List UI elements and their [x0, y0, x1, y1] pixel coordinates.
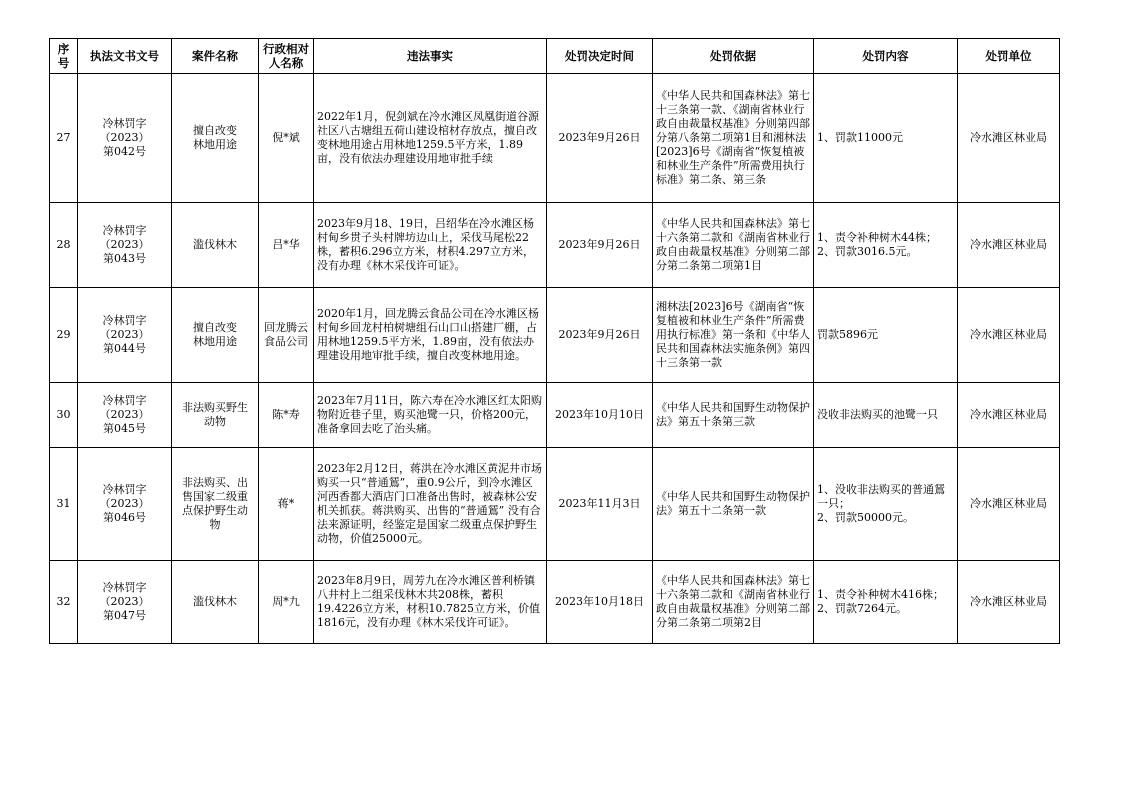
header-content: 处罚内容	[814, 39, 958, 74]
cell-doc-no: 冷林罚字 （2023） 第042号	[78, 74, 172, 203]
penalty-table	[49, 38, 1060, 644]
cell-facts: 2020年1月，回龙腾云食品公司在冷水滩区杨村甸乡回龙村柏树塘组石山口山搭建厂棚，占用林地1259.5平方米，1.89亩，没有依法办理建设用地审批手续，擅自改变林地用途。	[314, 288, 547, 383]
cell-unit: 冷水滩区林业局	[958, 448, 1060, 561]
table-row	[50, 203, 1060, 288]
table-row	[50, 383, 1060, 448]
cell-case: 滥伐林木	[172, 561, 259, 644]
cell-doc-no: 冷林罚字 （2023） 第045号	[78, 383, 172, 448]
cell-facts: 2022年1月，倪剑斌在冷水滩区凤凰街道谷源社区八古塘组五荷山建设棺材存放点，擅自改变林地用途占用林地1259.5平方米，1.89亩，没有依法办理建设用地审批手续	[314, 74, 547, 203]
header-no: 序号	[50, 39, 78, 74]
cell-case: 擅自改变 林地用途	[172, 74, 259, 203]
cell-no: 29	[50, 288, 78, 383]
cell-unit: 冷水滩区林业局	[958, 383, 1060, 448]
cell-content: 罚款5896元	[814, 288, 958, 383]
cell-basis: 《中华人民共和国森林法》第七十六条第二款和《湖南省林业行政自由裁量权基准》分则第二部分第二条第二项第2目	[653, 561, 814, 644]
cell-date: 2023年11月3日	[547, 448, 653, 561]
table-row	[50, 448, 1060, 561]
cell-party: 蒋*	[259, 448, 314, 561]
cell-doc-no: 冷林罚字 （2023） 第047号	[78, 561, 172, 644]
cell-unit: 冷水滩区林业局	[958, 288, 1060, 383]
cell-basis: 《中华人民共和国森林法》第七十三条第一款、《湖南省林业行政自由裁量权基准》分则第四部分第八条第二项第1目和湘林法[2023]6号《湖南省“恢复植被和林业生产条件”所需费用执行标准》第二条、第三条	[653, 74, 814, 203]
header-row	[50, 39, 1060, 74]
header-case: 案件名称	[172, 39, 259, 74]
table-row	[50, 288, 1060, 383]
cell-party: 倪*斌	[259, 74, 314, 203]
header-doc-no: 执法文书文号	[78, 39, 172, 74]
cell-content: 1、罚款11000元	[814, 74, 958, 203]
cell-content: 1、责令补种树木44株； 2、罚款3016.5元。	[814, 203, 958, 288]
cell-unit: 冷水滩区林业局	[958, 561, 1060, 644]
table-row	[50, 561, 1060, 644]
cell-doc-no: 冷林罚字 （2023） 第046号	[78, 448, 172, 561]
cell-content: 1、没收非法购买的普通鵟一只； 2、罚款50000元。	[814, 448, 958, 561]
cell-date: 2023年9月26日	[547, 74, 653, 203]
cell-party: 回龙腾云 食品公司	[259, 288, 314, 383]
header-basis: 处罚依据	[653, 39, 814, 74]
header-party: 行政相对人名称	[259, 39, 314, 74]
cell-facts: 2023年8月9日，周芳九在冷水滩区普利桥镇八井村上二组采伐林木共208株，蓄积19.4226立方米，材积10.7825立方米，价值1816元，没有办理《林木采伐许可证》。	[314, 561, 547, 644]
table-row	[50, 74, 1060, 203]
cell-doc-no: 冷林罚字 （2023） 第043号	[78, 203, 172, 288]
cell-no: 32	[50, 561, 78, 644]
cell-no: 31	[50, 448, 78, 561]
cell-basis: 《中华人民共和国野生动物保护法》第五十条第三款	[653, 383, 814, 448]
header-unit: 处罚单位	[958, 39, 1060, 74]
cell-date: 2023年9月26日	[547, 203, 653, 288]
cell-content: 1、责令补种树木416株； 2、罚款7264元。	[814, 561, 958, 644]
cell-case: 滥伐林木	[172, 203, 259, 288]
cell-case: 擅自改变 林地用途	[172, 288, 259, 383]
cell-party: 吕*华	[259, 203, 314, 288]
cell-party: 周*九	[259, 561, 314, 644]
cell-content: 没收非法购买的池鹭一只	[814, 383, 958, 448]
cell-unit: 冷水滩区林业局	[958, 203, 1060, 288]
cell-case: 非法购买野生 动物	[172, 383, 259, 448]
cell-facts: 2023年2月12日，蒋洪在冷水滩区黄泥井市场购买一只“普通鵟”，重0.9公斤，到冷水滩区河西香都大酒店门口准备出售时，被森林公安机关抓获。蒋洪购买、出售的“普通鵟” 没有合法来源证明，经鉴定是国家二级重点保护野生动物，价值25000元。	[314, 448, 547, 561]
cell-date: 2023年10月18日	[547, 561, 653, 644]
cell-date: 2023年9月26日	[547, 288, 653, 383]
cell-party: 陈*寿	[259, 383, 314, 448]
cell-basis: 《中华人民共和国森林法》第七十六条第二款和《湖南省林业行政自由裁量权基准》分则第二部分第二条第二项第1目	[653, 203, 814, 288]
cell-facts: 2023年7月11日，陈六寿在冷水滩区红太阳购物附近巷子里，购买池鹭一只，价格200元，准备拿回去吃了治头痛。	[314, 383, 547, 448]
header-date: 处罚决定时间	[547, 39, 653, 74]
cell-no: 27	[50, 74, 78, 203]
cell-basis: 湘林法[2023]6号《湖南省“恢复植被和林业生产条件”所需费用执行标准》第一条和《中华人民共和国森林法实施条例》第四十三条第一款	[653, 288, 814, 383]
cell-date: 2023年10月10日	[547, 383, 653, 448]
cell-no: 30	[50, 383, 78, 448]
cell-case: 非法购买、出 售国家二级重 点保护野生动 物	[172, 448, 259, 561]
header-facts: 违法事实	[314, 39, 547, 74]
cell-basis: 《中华人民共和国野生动物保护法》第五十二条第一款	[653, 448, 814, 561]
cell-facts: 2023年9月18、19日，吕绍华在冷水滩区杨村甸乡贯子头村牌坊边山上，采伐马尾松22株，蓄积6.296立方米，材积4.297立方米，没有办理《林木采伐许可证》。	[314, 203, 547, 288]
cell-no: 28	[50, 203, 78, 288]
cell-doc-no: 冷林罚字 （2023） 第044号	[78, 288, 172, 383]
cell-unit: 冷水滩区林业局	[958, 74, 1060, 203]
